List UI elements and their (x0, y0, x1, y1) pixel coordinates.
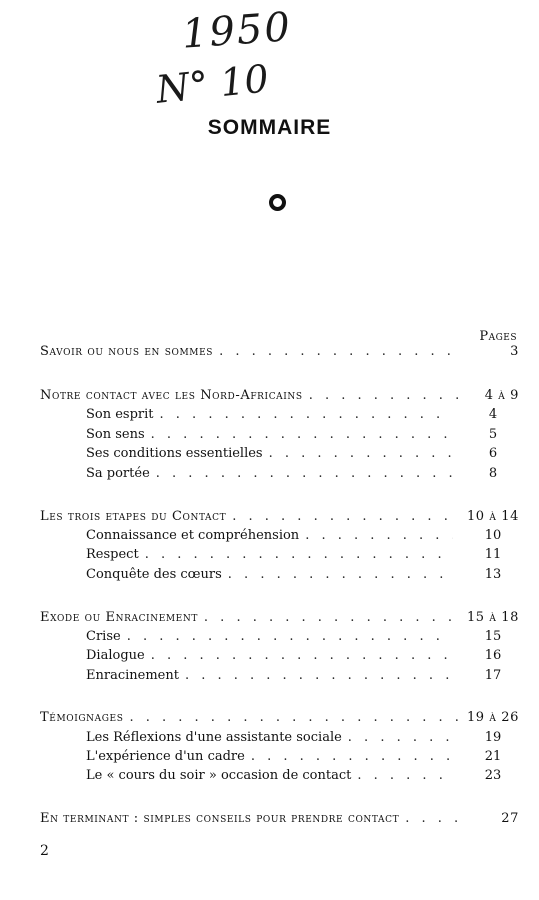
toc-entry-label: Sa portée (86, 466, 150, 481)
page-title: SOMMAIRE (207, 116, 332, 139)
toc-entry-label: L'expérience d'un cadre (86, 749, 245, 764)
toc-entry (86, 528, 519, 546)
toc-section (40, 388, 519, 406)
leader-dots (129, 710, 460, 725)
circle-ornament-icon (269, 194, 286, 211)
leader-dots (405, 811, 461, 826)
leader-dots (127, 629, 453, 644)
pages-column-header: Pages (479, 329, 517, 344)
leader-dots (251, 749, 453, 764)
toc-entry-page: 5 (488, 427, 498, 442)
toc-entry-label: Crise (86, 629, 121, 644)
toc-entry-label: Dialogue (86, 648, 145, 663)
toc-entry-page: 16 (484, 648, 502, 663)
leader-dots (228, 567, 453, 582)
leader-dots (232, 509, 461, 524)
toc-entry-label: Son sens (86, 427, 145, 442)
leader-dots (348, 730, 453, 745)
toc-section (40, 710, 519, 728)
toc-entry-page: 21 (484, 749, 502, 764)
toc-entry-label: Conquête des cœurs (86, 567, 222, 582)
toc-section-label: En terminant : simples conseils pour prendre contact (40, 811, 400, 826)
toc-entry-label: Enracinement (86, 668, 179, 683)
toc-entry-label: Les Réflexions d'une assistante sociale (86, 730, 342, 745)
toc-entry (86, 730, 519, 748)
leader-dots (219, 344, 461, 359)
toc-entry-page: 19 (484, 730, 502, 745)
toc-entry (86, 648, 519, 666)
toc-entry (86, 629, 519, 647)
leader-dots (309, 388, 461, 403)
toc-entry-page: 6 (488, 446, 498, 461)
toc-section-pages: 27 (501, 811, 519, 826)
leader-dots (357, 768, 453, 783)
toc-entry (86, 547, 519, 565)
leader-dots (185, 668, 453, 683)
toc-entry (86, 768, 519, 786)
leader-dots (305, 528, 453, 543)
toc-section-label: Exode ou Enracinement (40, 610, 198, 625)
leader-dots (151, 648, 453, 663)
toc-entry (86, 749, 519, 767)
toc-entry-label: Son esprit (86, 407, 154, 422)
toc-entry-page: 17 (484, 668, 502, 683)
handwritten-issue-number: N° 10 (154, 56, 271, 112)
leader-dots (156, 466, 453, 481)
leader-dots (269, 446, 453, 461)
toc-section-pages: 4 à 9 (484, 388, 519, 403)
toc-entry-label: Le « cours du soir » occasion de contact (86, 768, 352, 783)
toc-section (40, 811, 519, 829)
leader-dots (151, 427, 453, 442)
toc-section-pages: 3 (510, 344, 519, 359)
toc-entry (86, 466, 519, 484)
toc-entry (86, 446, 519, 464)
toc-entry-page: 15 (484, 629, 502, 644)
toc-entry (86, 407, 519, 425)
toc-section-label: Témoignages (40, 710, 124, 725)
toc-section-pages: 19 à 26 (466, 710, 519, 725)
toc-section (40, 344, 519, 362)
toc-entry-page: 11 (484, 547, 502, 562)
toc-entry-label: Connaissance et compréhension (86, 528, 300, 543)
leader-dots (145, 547, 453, 562)
toc-section (40, 610, 519, 628)
toc-section-label: Notre contact avec les Nord-Africains (40, 388, 303, 403)
toc-entry-page: 23 (484, 768, 502, 783)
toc-entry (86, 567, 519, 585)
toc-section-pages: 15 à 18 (466, 610, 519, 625)
leader-dots (160, 407, 453, 422)
toc-section-pages: 10 à 14 (466, 509, 519, 524)
toc-section-label: Savoir ou nous en sommes (40, 344, 214, 359)
handwritten-year: 1950 (180, 4, 294, 58)
toc-entry-page: 10 (484, 528, 502, 543)
page-number: 2 (40, 843, 49, 859)
toc-entry-page: 13 (484, 567, 502, 582)
toc-entry-label: Respect (86, 547, 139, 562)
toc-entry-label: Ses conditions essentielles (86, 446, 263, 461)
leader-dots (204, 610, 461, 625)
toc-entry (86, 668, 519, 686)
toc-entry-page: 8 (488, 466, 498, 481)
toc-entry (86, 427, 519, 445)
toc-entry-page: 4 (488, 407, 498, 422)
toc-section (40, 509, 519, 527)
toc-section-label: Les trois etapes du Contact (40, 509, 227, 524)
